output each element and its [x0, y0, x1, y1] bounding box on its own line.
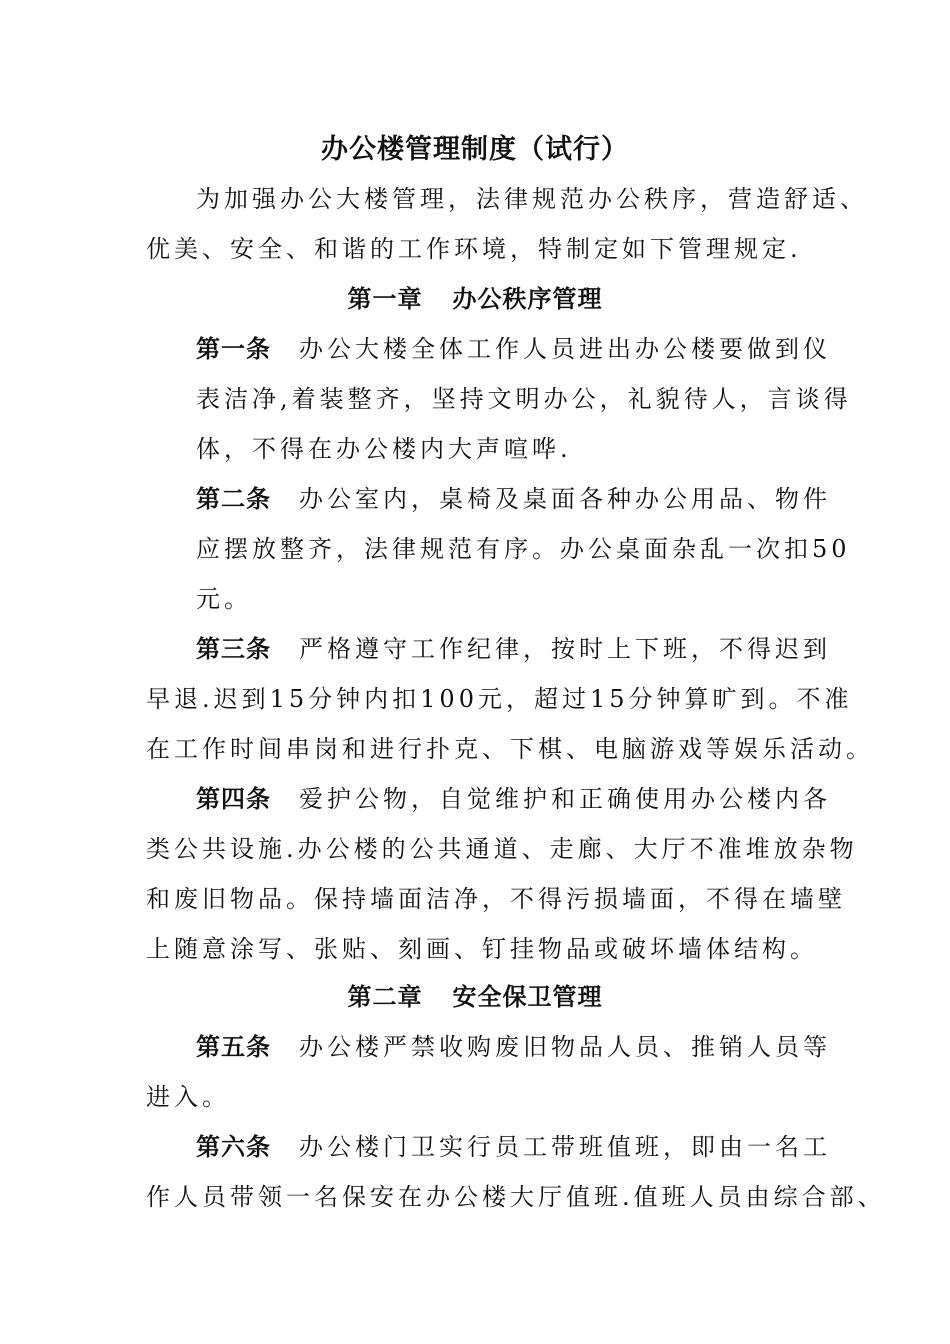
article-label: 第六条 — [196, 1133, 271, 1161]
chapter-heading — [0, 982, 950, 1012]
article-label: 第三条 — [196, 635, 271, 663]
article-line: 体，不得在办公楼内大声喧哗. — [196, 435, 572, 463]
chapter-name: 安全保卫管理 — [452, 983, 603, 1011]
article-text: 办公楼门卫实行员工带班值班，即由一名工 — [299, 1133, 831, 1161]
article-text: 爱护公物，自觉维护和正确使用办公楼内各 — [299, 785, 831, 813]
article-first-line — [196, 334, 831, 364]
article-line: 元。 — [196, 585, 252, 613]
article-text: 办公楼严禁收购废旧物品人员、推销人员等 — [299, 1033, 831, 1061]
article-text: 严格遵守工作纪律，按时上下班，不得迟到 — [299, 635, 831, 663]
chapter-number: 第一章 — [347, 285, 423, 313]
article-first-line — [196, 1132, 831, 1162]
intro-line-2: 优美、安全、和谐的工作环境，特制定如下管理规定. — [146, 235, 802, 263]
article-line: 上随意涂写、张贴、刻画、钉挂物品或破坏墙体结构。 — [146, 935, 818, 963]
document-title: 办公楼管理制度（试行） — [321, 134, 629, 165]
article-label: 第二条 — [196, 485, 271, 513]
article-line: 应摆放整齐，法律规范有序。办公桌面杂乱一次扣50 — [196, 535, 851, 563]
article-text: 办公大楼全体工作人员进出办公楼要做到仪 — [299, 335, 831, 363]
article-first-line — [196, 634, 831, 664]
chapter-name: 办公秩序管理 — [452, 285, 603, 313]
article-text: 办公室内，桌椅及桌面各种办公用品、物件 — [299, 485, 831, 513]
article-line: 早退.迟到15分钟内扣100元，超过15分钟算旷到。不准 — [146, 685, 853, 713]
article-line: 进入。 — [146, 1083, 230, 1111]
article-line: 类公共设施.办公楼的公共通道、走廊、大厅不准堆放杂物 — [146, 835, 858, 863]
chapter-number: 第二章 — [347, 983, 423, 1011]
intro-line-1: 为加强办公大楼管理，法律规范办公秩序，营造舒适、 — [196, 185, 868, 213]
article-first-line — [196, 1032, 831, 1062]
article-first-line — [196, 484, 831, 514]
article-line: 在工作时间串岗和进行扑克、下棋、电脑游戏等娱乐活动。 — [146, 735, 874, 763]
chapter-heading — [0, 284, 950, 314]
article-label: 第四条 — [196, 785, 271, 813]
article-label: 第一条 — [196, 335, 271, 363]
article-line: 表洁净,着装整齐，坚持文明办公，礼貌待人，言谈得 — [196, 385, 852, 413]
article-line: 作人员带领一名保安在办公楼大厅值班.值班人员由综合部、 — [146, 1183, 886, 1211]
article-first-line — [196, 784, 831, 814]
article-label: 第五条 — [196, 1033, 271, 1061]
article-line: 和废旧物品。保持墙面洁净，不得污损墙面，不得在墙壁 — [146, 885, 846, 913]
